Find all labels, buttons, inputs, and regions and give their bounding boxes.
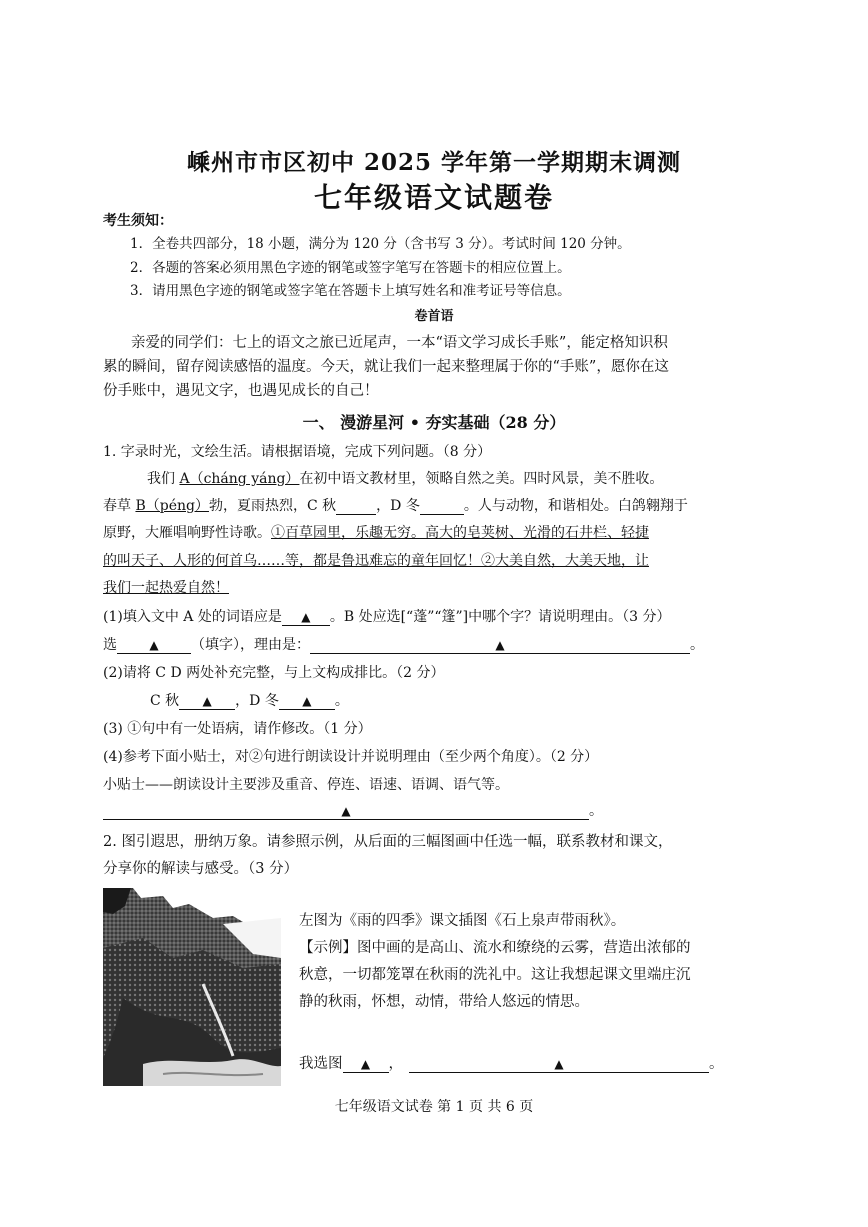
preface-line-3: 份手账中，遇见文字，也遇见成长的自己！	[103, 383, 379, 399]
example-block	[299, 908, 729, 1016]
sub-question-2: (2)请将 C D 两处补充完整，与上文构成排比。（2 分）	[103, 665, 445, 681]
notice-item-2: 2．各题的答案必须用黑色字迹的钢笔或签字笔写在答题卡的相应位置上。	[130, 260, 571, 276]
preface-line-1: 亲爱的同学们：七上的语文之旅已近尾声，一本“语文学习成长手账”，能定格知识积	[131, 335, 668, 351]
passage-line-4: 的叫天子、人形的何首乌……等，都是鲁迅难忘的童年回忆！②大美自然，大美天地，让	[103, 553, 649, 569]
question-1-stem: 1. 字录时光，文绘生活。请根据语境，完成下列问题。（8 分）	[103, 444, 492, 460]
sub-question-1-line-2: 选 ▲ （填字），理由是： ▲ 。	[103, 637, 704, 653]
answer-mark-icon: ▲	[495, 638, 505, 652]
reading-tip: 小贴士——朗读设计主要涉及重音、停连、语速、语调、语气等。	[103, 777, 509, 793]
answer-mark-icon: ▲	[302, 694, 312, 708]
landscape-illustration-icon	[103, 888, 281, 1086]
answer-blank-4[interactable]	[103, 803, 589, 820]
blank-d	[420, 498, 464, 515]
passage-line-3: 原野，大雁唱响野性诗歌。①百草园里，乐趣无穷。高大的皂荚树、光滑的石井栏、轻捷	[103, 525, 649, 541]
answer-blank-1b[interactable]	[117, 637, 191, 654]
sentence-2: ②大美自然，大美天地，让	[481, 553, 649, 569]
notice-item-3: 3．请用黑色字迹的钢笔或签字笔在答题卡上填写姓名和准考证号等信息。	[130, 283, 571, 299]
notice-heading: 考生须知：	[103, 213, 173, 229]
answer-mark-icon: ▲	[202, 694, 212, 708]
blank-b: B（péng）	[135, 498, 209, 514]
example-line-3: 静的秋雨，怀想，动情，带给人悠远的情思。	[299, 994, 589, 1010]
preface-line-2: 累的瞬间，留存阅读感悟的温度。今天，就让我们一起来整理属于你的“手账”，愿你在这	[103, 359, 669, 375]
answer-blank-d[interactable]	[279, 693, 335, 710]
page-footer: 七年级语文试卷 第 1 页 共 6 页	[334, 1099, 534, 1115]
question-2-stem-2: 分享你的解读与感受。（3 分）	[103, 861, 299, 877]
exam-title: 嵊州市市区初中 2025 学年第一学期期末调测	[186, 149, 682, 176]
answer-mark-icon: ▲	[554, 1057, 564, 1071]
preface-heading: 卷首语	[414, 309, 454, 324]
sub-question-4-answer: ▲ 。	[103, 800, 603, 820]
blank-c	[336, 498, 376, 515]
exam-subtitle: 七年级语文试题卷	[313, 181, 554, 214]
sub-question-1: (1)填入文中 A 处的词语应是 ▲ 。B 处应选[“蓬”“篷”]中哪个字？请说明理由。（3 分）	[103, 609, 671, 625]
sub-question-4: (4)参考下面小贴士，对②句进行朗读设计并说明理由（至少两个角度）。（2 分）	[103, 749, 599, 765]
notice-item-1: 1．全卷共四部分，18 小题，满分为 120 分（含书写 3 分）。考试时间 120 分钟。	[130, 236, 631, 252]
passage-line-1: 我们 A（cháng yáng）在初中语文教材里，领略自然之美。四时风景，美不胜收。	[147, 471, 664, 487]
figure-caption: 左图为《雨的四季》课文插图《石上泉声带雨秋》。	[299, 913, 626, 929]
answer-mark-icon: ▲	[301, 610, 311, 624]
passage-line-2: 春草 B（péng）勃，夏雨热烈，C 秋 ，D 冬 。人与动物，和谐相处。白鸽翱翔于	[103, 498, 688, 514]
sentence-1: ①百草园里，乐趣无穷。高大的皂荚树、光滑的石井栏、轻捷	[271, 525, 649, 541]
question-2-answer: 我选图 ▲ ， ▲ 。	[299, 1056, 724, 1072]
sub-question-2-answer: C 秋 ▲ ，D 冬 ▲ 。	[150, 693, 349, 709]
example-line-1: 【示例】图中画的是高山、流水和缭绕的云雾，营造出浓郁的	[299, 940, 691, 956]
answer-mark-icon: ▲	[341, 804, 351, 818]
passage-line-5: 我们一起热爱自然！	[103, 580, 229, 596]
answer-blank-c[interactable]	[179, 693, 235, 710]
answer-blank-interpretation[interactable]	[409, 1056, 709, 1073]
section-1-heading: 一、 漫游星河 • 夯实基础（28 分）	[302, 413, 566, 432]
blank-a: A（cháng yáng）	[179, 471, 300, 487]
answer-mark-icon: ▲	[149, 638, 159, 652]
answer-blank-1c[interactable]	[310, 637, 690, 654]
answer-mark-icon: ▲	[360, 1057, 371, 1071]
answer-blank-1a[interactable]	[282, 609, 330, 626]
answer-blank-choice[interactable]	[343, 1056, 389, 1073]
sub-question-3: (3) ①句中有一处语病，请作修改。（1 分）	[103, 721, 372, 737]
example-line-2: 秋意，一切都笼罩在秋雨的洗礼中。这让我想起课文里端庄沉	[299, 967, 691, 983]
question-2-stem-1: 2. 图引遐思，册纳万象。请参照示例，从后面的三幅图画中任选一幅，联系教材和课文，	[103, 834, 673, 850]
